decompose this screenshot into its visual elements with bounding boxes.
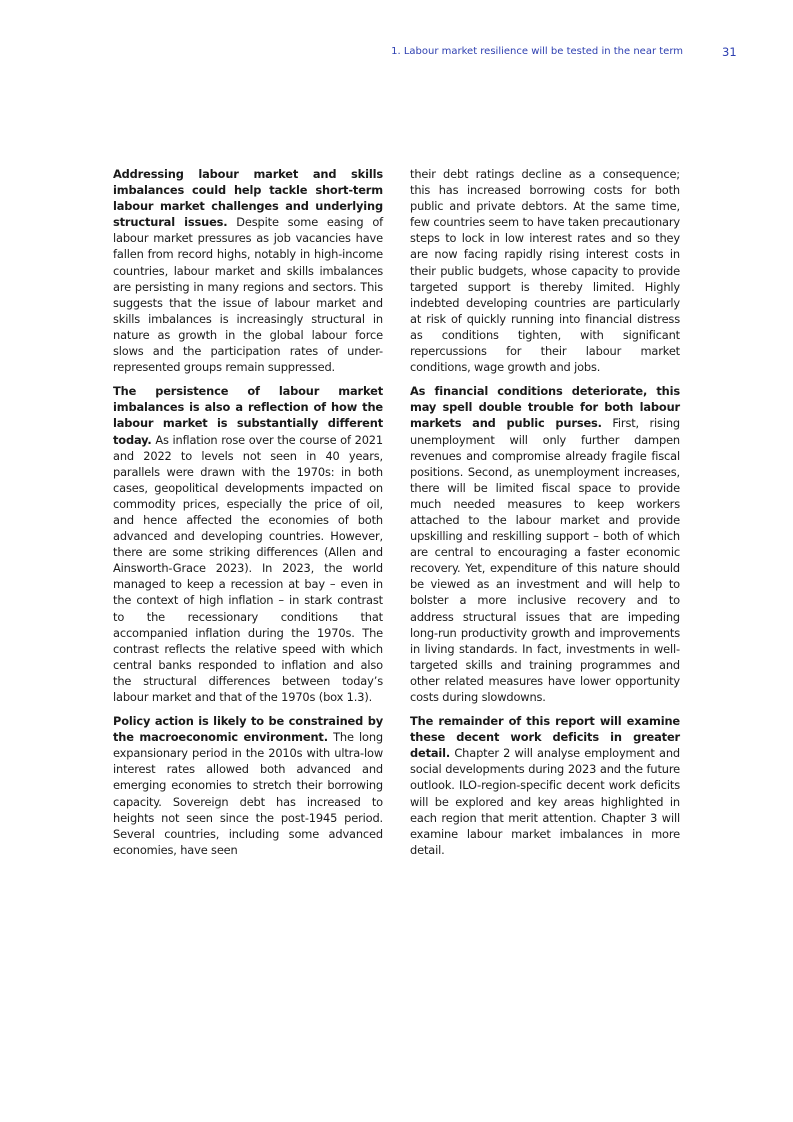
paragraph-text: First, rising unemployment will only further dampen revenues and compromise already fragile fiscal positions. Second, as unemployment increases, there will be limited fiscal space to provide much needed measures to keep workers attached to the labour market and provide upskilling and reskilling support – both of which are central to encouraging a faster economic recovery. Yet, expenditure of this nature should be viewed as an investment and will help to bolster a more inclusive recovery and to address structural issues that are impeding long-run productivity growth and improvements in living standards. In fact, investments in well-targeted skills and training programmes and other related measures have lower opportunity costs during slowdowns. <box>410 416 680 704</box>
paragraph-text: As inflation rose over the course of 2021 and 2022 to levels not seen in 40 years, parallels were drawn with the 1970s: in both cases, geopolitical developments impacted on commodity prices, especially the price of oil, and hence affected the economies of both advanced and developing countries. However, there are some striking differences (Allen and Ainsworth-Grace 2023). In 2023, the world managed to keep a recession at bay – even in the context of high inflation – in stark contrast to the recessionary conditions that accompanied inflation during the 1970s. The contrast reflects the relative speed with which central banks responded to inflation and also the structural differences between today’s labour market and that of the 1970s (box 1.3). <box>113 432 383 704</box>
paragraph-lead: The persistence of labour market imbalances is also a reflection of how the labour market is substantially different today. <box>113 384 383 447</box>
paragraph <box>113 166 383 375</box>
paragraph <box>410 383 680 705</box>
paragraph <box>410 713 680 858</box>
paragraph-lead: The remainder of this report will examine these decent work deficits in greater detail. <box>410 714 680 761</box>
paragraph <box>113 383 383 705</box>
right-column <box>410 166 680 866</box>
running-head: 1. Labour market resilience will be tested in the near term <box>391 46 683 57</box>
paragraph <box>113 713 383 858</box>
paragraph-lead: Policy action is likely to be constrained by the macroeconomic environment. <box>113 714 383 745</box>
page-number: 31 <box>722 45 737 59</box>
paragraph-text: their debt ratings decline as a consequence; this has increased borrowing costs for both public and private debtors. At the same time, few countries seem to have taken precautionary steps to lock in low interest rates and so they are now facing rapidly rising interest costs in their public budgets, whose capacity to provide targeted support is thereby limited. Highly indebted developing countries are particularly at risk of quickly running into financial distress as conditions tighten, with significant repercussions for their labour market conditions, wage growth and jobs. <box>410 167 680 375</box>
paragraph-text: The long expansionary period in the 2010s with ultra-low interest rates allowed both advanced and emerging economies to stretch their borrowing capacity. Sovereign debt has increased to heights not seen since the post-1945 period. Several countries, including some advanced economies, have seen <box>113 730 383 857</box>
paragraph <box>410 166 680 375</box>
paragraph-text: Chapter 2 will analyse employment and social developments during 2023 and the future outlook. ILO-region-specific decent work deficits will be explored and key areas highlighted in each region that merit attention. Chapter 3 will examine labour market imbalances in more detail. <box>410 746 680 857</box>
left-column <box>113 166 383 866</box>
paragraph-lead: As financial conditions deteriorate, this may spell double trouble for both labour markets and public purses. <box>410 384 680 431</box>
paragraph-text: Despite some easing of labour market pressures as job vacancies have fallen from record highs, notably in high-income countries, labour market and skills imbalances are persisting in many regions and sectors. This suggests that the issue of labour market and skills imbalances is increasingly structural in nature as growth in the global labour force slows and the participation rates of under-represented groups remain suppressed. <box>113 215 383 375</box>
paragraph-lead: Addressing labour market and skills imbalances could help tackle short-term labour market challenges and underlying structural issues. <box>113 167 383 230</box>
